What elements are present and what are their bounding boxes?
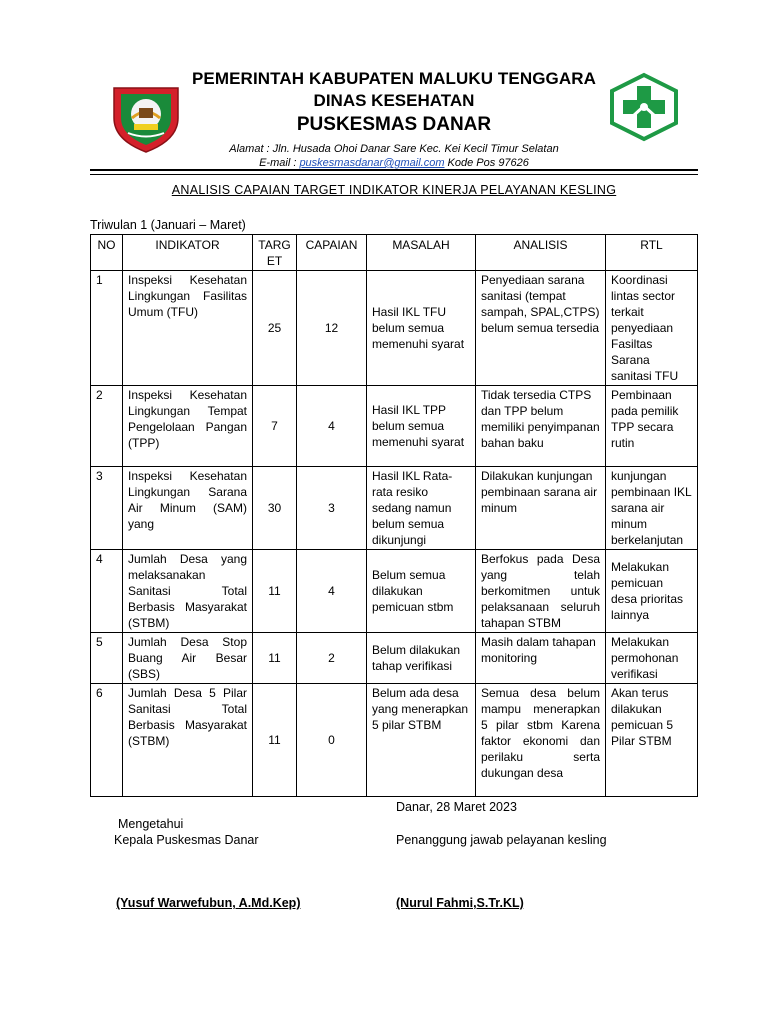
cell-no: 6 [91,684,123,797]
cell-rtl: Melakukan pemicuan desa prioritas lainnya [606,550,698,633]
cell-no: 1 [91,271,123,386]
cell-indikator: Jumlah Desa 5 Pilar Sanitasi Total Berbasis Masyarakat (STBM) [123,684,253,797]
cell-indikator: Inspeksi Kesehatan Lingkungan Tempat Pengelolaan Pangan (TPP) [123,386,253,467]
cell-analisis: Semua desa belum mampu menerapkan 5 pilar stbm Karena faktor ekonomi dan perilaku serta dukungan desa [476,684,606,797]
cell-masalah: Hasil IKL TPP belum semua memenuhi syarat [367,386,476,467]
responsible-signatory-name: (Nurul Fahmi,S.Tr.KL) [396,896,524,910]
cell-target: 25 [253,271,297,386]
place-date: Danar, 28 Maret 2023 [396,800,517,814]
cell-capaian: 0 [297,684,367,797]
cell-indikator: Jumlah Desa yang melaksanakan Sanitasi Total Berbasis Masyarakat (STBM) [123,550,253,633]
cell-masalah: Hasil IKL TFU belum semua memenuhi syarat [367,271,476,386]
table-row [91,684,698,797]
cell-masalah: Belum dilakukan tahap verifikasi [367,633,476,684]
cell-analisis: Tidak tersedia CTPS dan TPP belum memiliki penyimpanan bahan baku [476,386,606,467]
document-title: ANALISIS CAPAIAN TARGET INDIKATOR KINERJA PELAYANAN KESLING [171,183,617,197]
cell-no: 3 [91,467,123,550]
cell-rtl: Pembinaan pada pemilik TPP secara rutin [606,386,698,467]
cell-capaian: 4 [297,386,367,467]
cell-masalah: Belum ada desa yang menerapkan 5 pilar STBM [367,684,476,797]
cell-analisis: Masih dalam tahapan monitoring [476,633,606,684]
email-label: E-mail : [259,157,300,169]
cell-target: 11 [253,684,297,797]
header-masalah: MASALAH [367,235,476,271]
header-indikator: INDIKATOR [123,235,253,271]
acknowledged-label: Mengetahui [118,817,184,831]
cell-rtl: Koordinasi lintas sector terkait penyediaan Fasiltas Sarana sanitasi TFU [606,271,698,386]
cell-target: 7 [253,386,297,467]
cell-capaian: 4 [297,550,367,633]
letterhead [190,68,598,170]
cell-indikator: Inspeksi Kesehatan Lingkungan Fasilitas Umum (TFU) [123,271,253,386]
table-row [91,550,698,633]
contact-line [190,156,598,170]
cell-masalah: Hasil IKL Rata-rata resiko sedang namun belum semua dikunjungi [367,467,476,550]
cell-masalah: Belum semua dilakukan pemicuan stbm [367,550,476,633]
head-signatory-name: (Yusuf Warwefubun, A.Md.Kep) [116,896,301,910]
email-link[interactable]: puskesmasdanar@gmail.com [299,157,445,169]
responsible-title: Penanggung jawab pelayanan kesling [396,833,607,847]
period-label: Triwulan 1 (Januari – Maret) [90,218,246,232]
table-row [91,467,698,550]
cell-capaian: 12 [297,271,367,386]
cell-target: 30 [253,467,297,550]
cell-analisis: Dilakukan kunjungan pembinaan sarana air minum [476,467,606,550]
gov-name: PEMERINTAH KABUPATEN MALUKU TENGGARA [191,69,597,88]
header-rtl: RTL [606,235,698,271]
cell-analisis: Berfokus pada Desa yang telah berkomitmen untuk pelaksanaan seluruh tahapan STBM [476,550,606,633]
table-row [91,271,698,386]
cell-no: 2 [91,386,123,467]
puskesmas-name: PUSKESMAS DANAR [296,114,492,135]
performance-table [90,234,698,797]
cell-target: 11 [253,550,297,633]
cell-rtl: kunjungan pembinaan IKL sarana air minum berkelanjutan [606,467,698,550]
cell-capaian: 2 [297,633,367,684]
cell-indikator: Jumlah Desa Stop Buang Air Besar (SBS) [123,633,253,684]
table-row [91,386,698,467]
head-title: Kepala Puskesmas Danar [114,833,259,847]
header-capaian: CAPAIAN [297,235,367,271]
table-header-row [91,235,698,271]
cell-capaian: 3 [297,467,367,550]
postal-code: Kode Pos 97626 [444,157,529,169]
cell-target: 11 [253,633,297,684]
header-analisis: ANALISIS [476,235,606,271]
header-rule-thick [90,169,698,171]
cell-no: 4 [91,550,123,633]
dept-name: DINAS KESEHATAN [313,91,475,110]
header-rule-thin [90,174,698,175]
maluku-tenggara-emblem-icon [108,78,184,154]
header-no: NO [91,235,123,271]
address: Alamat : Jln. Husada Ohoi Danar Sare Kec. Kei Kecil Timur Selatan [229,143,559,155]
cell-rtl: Melakukan permohonan verifikasi [606,633,698,684]
cell-no: 5 [91,633,123,684]
header-target: TARG ET [253,235,297,271]
cell-indikator: Inspeksi Kesehatan Lingkungan Sarana Air Minum (SAM) yang [123,467,253,550]
cell-analisis: Penyediaan sarana sanitasi (tempat sampah, SPAL,CTPS) belum semua tersedia [476,271,606,386]
cell-rtl: Akan terus dilakukan pemicuan 5 Pilar STBM [606,684,698,797]
table-row [91,633,698,684]
puskesmas-logo-icon [609,72,679,142]
